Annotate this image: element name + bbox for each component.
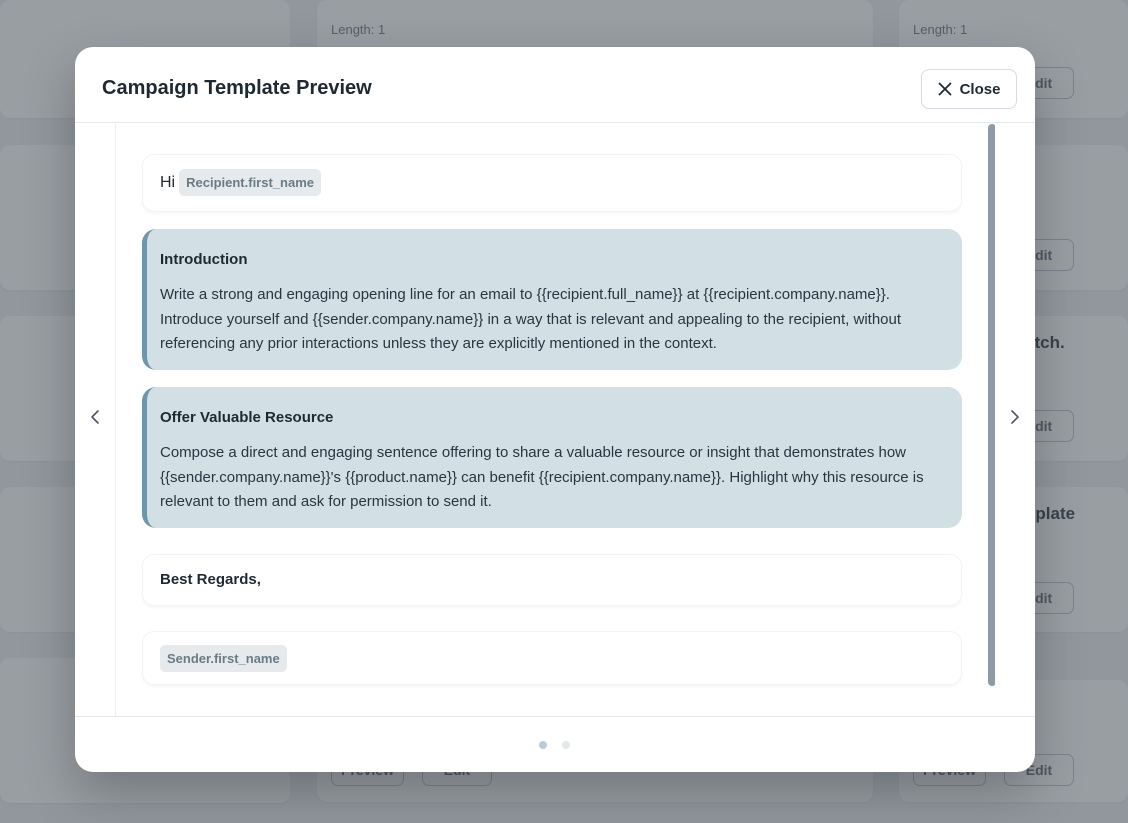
section-prompt-text: Write a strong and engaging opening line for an email to {{recipient.full_name}} at {{recipient.company.name}}. Introduce yourself and {{sender.company.name}} in a way that is relevant and appealing to the recipient, without referencing any prior interactions unless they are explicitly mentioned in the context. [160,286,902,352]
ai-section-introduction[interactable] [142,229,962,370]
close-icon [938,82,952,96]
page-dot-active[interactable] [539,741,547,749]
chevron-left-icon [90,409,100,425]
modal-header [75,47,1035,123]
sender-first-name-chip: Sender.first_name [160,645,287,672]
greeting-block [142,154,962,212]
template-scroll-area[interactable] [115,124,995,716]
signature-block [142,631,962,685]
page-dot[interactable] [562,741,570,749]
modal-title: Campaign Template Preview [102,77,372,99]
previous-arrow-button[interactable] [85,404,105,430]
recipient-first-name-chip: Recipient.first_name [179,169,321,196]
closing-block [142,554,962,606]
modal-body [75,124,1035,716]
next-arrow-button[interactable] [1005,404,1025,430]
closing-text: Best Regards, [160,571,261,588]
close-label: Close [959,80,1001,98]
modal-footer [75,716,1035,772]
section-title: Offer Valuable Resource [160,409,334,426]
greeting-row [160,169,321,196]
chevron-right-icon [1010,409,1020,425]
vertical-scrollbar[interactable] [988,124,995,686]
greeting-word: Hi [160,173,176,191]
section-title: Introduction [160,251,248,268]
section-prompt-text: Compose a direct and engaging sentence offering to share a valuable resource or insight that demonstrates how {{sender.company.name}}'s {{product.name}} can benefit {{recipient.company.name}}. Highlight why this resource is relevant to them and ask for permission to send it. [160,444,924,510]
close-button[interactable] [921,69,1017,109]
ai-section-offer-resource[interactable] [142,387,962,528]
template-preview-modal [75,47,1035,772]
